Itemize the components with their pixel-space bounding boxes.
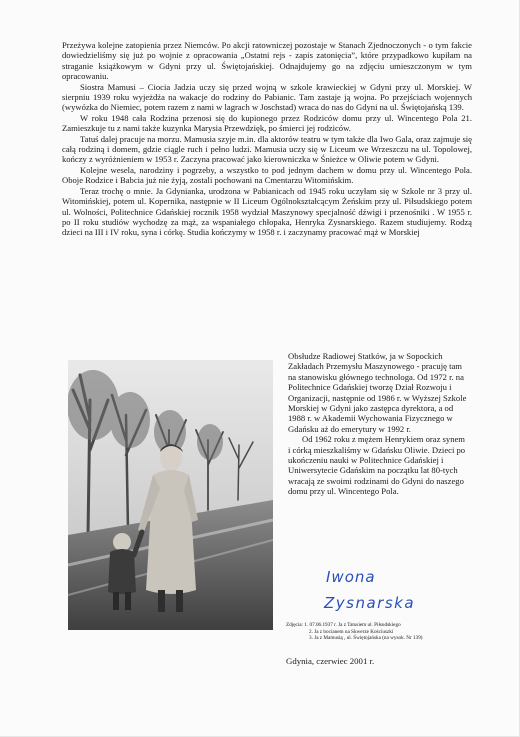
signature-last-name: Zysnarska: [324, 594, 416, 612]
paragraph-3: W roku 1948 cała Rodzina przenosi się do kupionego przez Rodziców domu przy ul. Wincentego Pola 21. Zamieszkuje tu z nami także kuzynka Marysia Przewdzięk, po śmierci jej rodziców.: [62, 112, 472, 134]
paragraph-5: Kolejne wesela, narodziny i pogrzeby, a wszystko to pod jednym dachem w domu przy ul. Wincentego Pola. Oboje Rodzice i Babcia już nie żyją, zostali pochowani na Cmentarzu Witomińskim.: [62, 164, 472, 186]
signature-first-name: Iwona: [326, 568, 376, 586]
paragraph-7: Obsłudze Radiowej Statków, ja w Sopockich Zakładach Przemysłu Maszynowego - pracuję tam na stanowisku głównego technologa. Od 1972 r. na Politechnice Gdańskiej tworzę Dział Rozwoju i Organizacji, następnie od 1986 r. w Wyższej Szkole Morskiej w Gdyni jako zastępca dyrektora, a od 1988 r. w Akademii Wychowania Fizycznego w Gdańsku aż do emerytury w 1992 r.: [288, 351, 467, 434]
paragraph-6: Teraz trochę o mnie. Ja Gdynianka, urodzona w Pabianicach od 1945 roku uczyłam się w Szkole nr 3 przy ul. Witomińskiej, potem ul. Kopernika, następnie w II Liceum Ogólnokształcącym Żeńskim przy ul. Piłsudskiego potem ul. Wolności, Politechnice Gdańskiej rocznik 1958 wydział Maszynowy specjalność dźwigi i przenośniki . W 1955 r. po II roku studiów wychodzę za mąż, za wspaniałego chłopaka, Henryka Zysnarskiego. Razem studiujemy. Rodzą dzieci na III i IV roku, syna i córkę. Studia kończymy w 1958 r. i zaczynamy pracować mąż w Morskiej: [62, 185, 472, 238]
body-text-top: [62, 40, 472, 238]
photo-captions: [286, 622, 476, 642]
handwritten-signature: [322, 562, 462, 622]
paragraph-8: Od 1962 roku z mężem Henrykiem oraz synem i córką mieszkaliśmy w Gdańsku Oliwie. Dzieci po ukończeniu nauki w Politechnice Gdańskiej i Uniwersytecie Gdańskim na początku lat 80-tych wracają ze swoimi rodzinami do Gdyni do naszego domu przy ul. Wincentego Pola.: [288, 434, 466, 497]
family-photo: [68, 360, 273, 630]
body-text-right: [288, 351, 468, 497]
caption-line-3: 3. Ja z Mamusią , ul. Świętojańska (na wysok. Nr 139): [309, 635, 423, 642]
paragraph-1: Przeżywa kolejne zatopienia przez Niemców. Po akcji ratowniczej pozostaje w Stanach Zjednoczonych - o tym fakcie dowiedzieliśmy się już po wojnie z opracowania „Ostatni rejs - zapis zatonięcia”, które przypadkowo kupiłam na straganie książkowym w Gdyni przy ul. Świętojańskiej. Odnajdujemy go na zdjęciu umieszczonym w tym opracowaniu.: [62, 40, 472, 82]
paragraph-4: Tatuś dalej pracuje na morzu. Mamusia szyje m.in. dla aktorów teatru w tym także dla Iwo Gala, oraz zajmuje się całą rodziną i domem, gdzie ciągle ruch i pełno ludzi. Mamusia uczy się w Liceum we Wrzeszczu na ul. Topolowej, kończy z wyróżnieniem w 1953 r. Zaczyna pracować jako kierowniczka w Śnieżce w Oliwie potem w Gdyni.: [62, 133, 472, 165]
photo-illustration: [68, 360, 273, 630]
caption-line-2: 2. Ja z bocianem na Skwerze Kościuszki: [309, 628, 394, 635]
signature-graphic: [322, 562, 462, 622]
place-date: Gdynia, czerwiec 2001 r.: [286, 656, 375, 666]
paragraph-2: Siostra Mamusi – Ciocia Jadzia uczy się przed wojną w szkole krawieckiej w Gdyni przy ul. Morskiej. W sierpniu 1939 roku wyjeżdża na wakacje do rodziny do Pabianic. Tam zastaje ją wojna. Po przejściach wojennych (wywózka do Niemiec, potem razem z nami w lagrach w Joschstad) wraca do nas do Gdyni na ul. Świętojańską 139.: [62, 81, 472, 113]
caption-line-1: Zdjęcia: 1. 07.06.1937 r. Ja z Tatusiem ul. Piłsudskiego: [286, 622, 401, 628]
